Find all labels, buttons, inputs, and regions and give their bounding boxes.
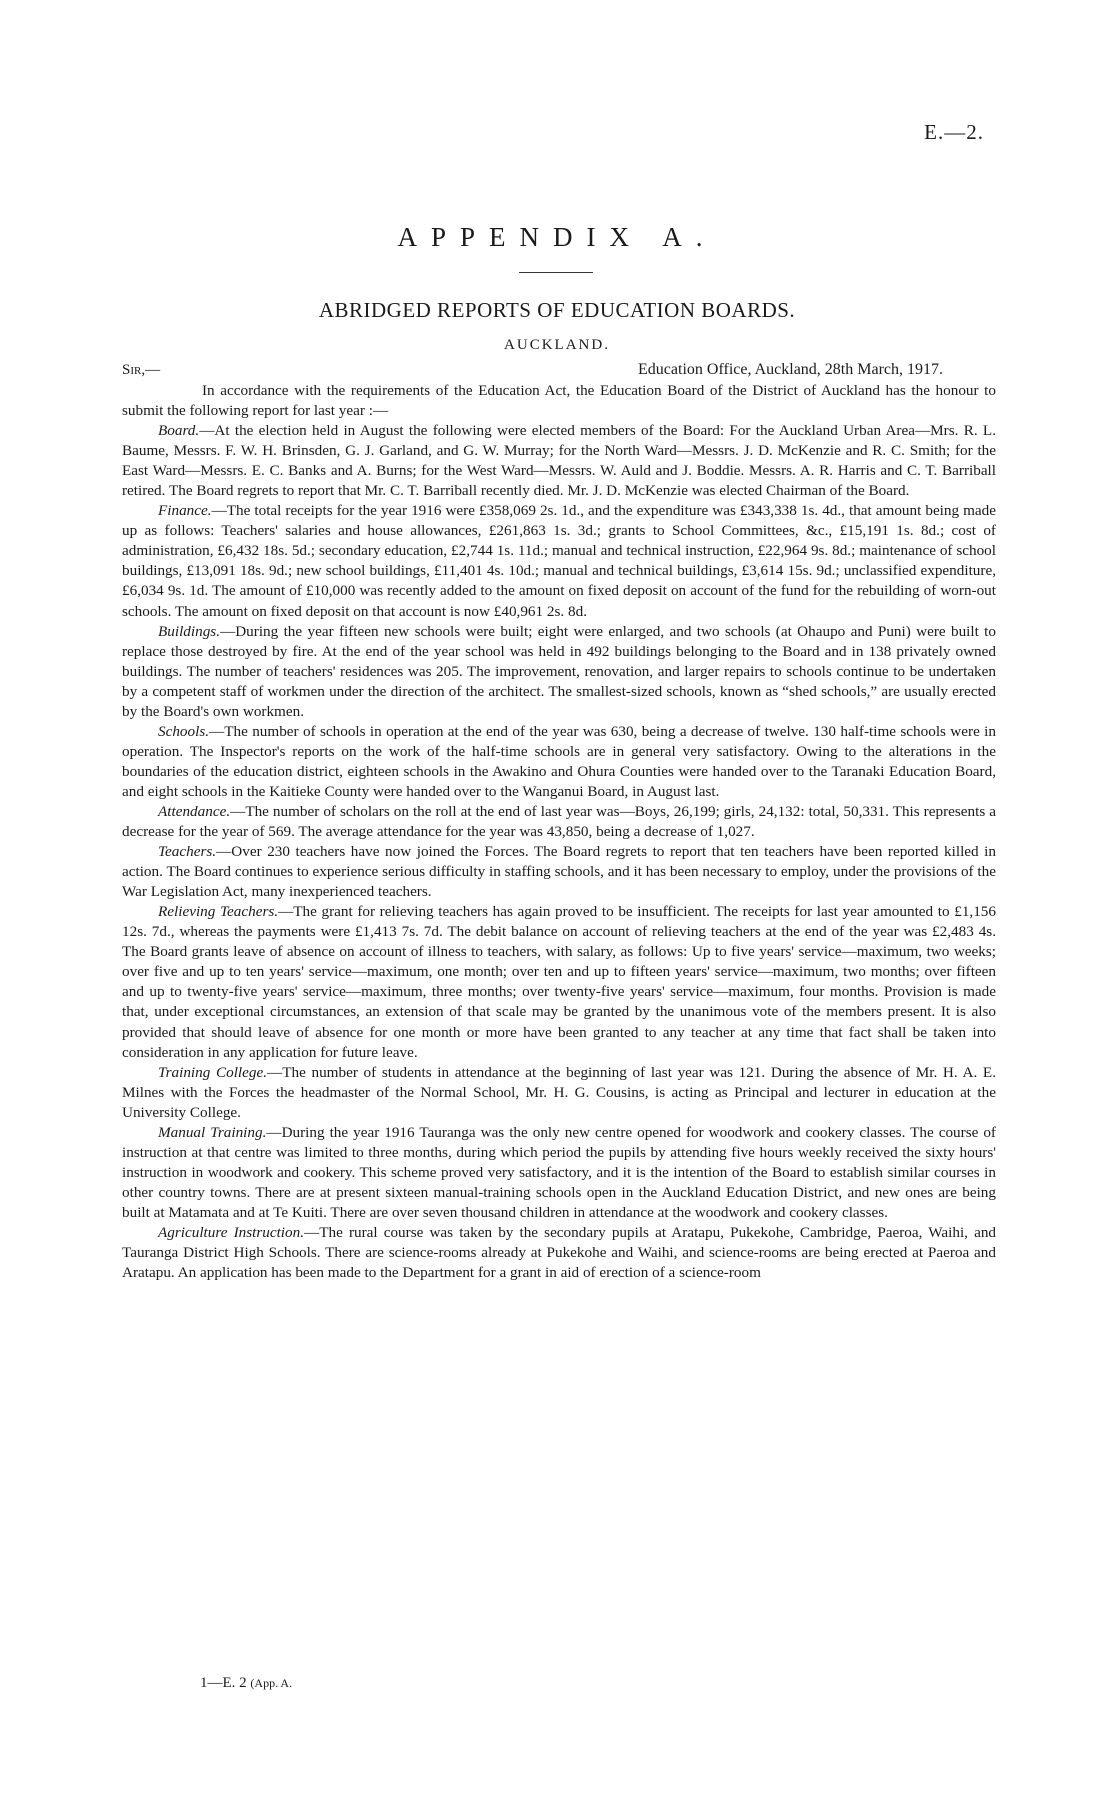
section-text: —During the year 1916 Tauranga was the only new centre opened for woodwork and cookery classes. The course of instruction at that centre was limited to three months, during which period the pupils by attending five hours weekly received the sixty hours' instruction in woodwork and cookery. This scheme proved very satisfactory, and it is the intention of the Board to establish similar courses in other country towns. There are at present sixteen manual-training schools open in the Auckland Education District, and new ones are being built at Matamata and at Te Kuiti. There are over seven thousand children in attendance at the woodwork and cookery classes.: [122, 1123, 996, 1221]
section-text: —The grant for relieving teachers has again proved to be insufficient. The receipts for last year amounted to £1,156 12s. 7d., whereas the payments were £1,413 7s. 7d. The debit balance on account of relieving teachers at the end of the year was £2,483 4s. The Board grants leave of absence on account of illness to teachers, with salary, as follows: Up to five years' service—maximum, two weeks; over five and up to ten years' service—maximum, one month; over ten and up to fifteen years' service—maximum, two months; over fifteen and up to twenty-five years' service—maximum, three months; over twenty-five years' service—maximum, four months. Provision is made that, under exceptional circumstances, an extension of that scale may be granted by the unanimous vote of the members present. It is also provided that should leave of absence for one month or more have been granted to any teacher at any time that fact shall be taken into consideration in any application for future leave.: [122, 903, 996, 1061]
section-attendance: [122, 802, 996, 842]
section-text: —The rural course was taken by the secondary pupils at Aratapu, Pukekohe, Cambridge, Paeroa, Waihi, and Tauranga District High Schools. There are science-rooms already at Pukekohe and Waihi, and science-rooms are being erected at Paeroa and Aratapu. An application has been made to the Department for a grant in aid of erection of a science-room: [122, 1223, 997, 1282]
section-manual-training: [122, 1123, 996, 1223]
section-text: —The total receipts for the year 1916 were £358,069 2s. 1d., and the expenditure was £343,338 1s. 4d., that amount being made up as follows: Teachers' salaries and house allowances, £261,863 1s. 3d.; grants to School Committees, &c., £15,191 1s. 8d.; cost of administration, £6,432 18s. 5d.; secondary education, £2,744 1s. 11d.; manual and technical instruction, £22,964 9s. 8d.; maintenance of school buildings, £13,091 18s. 9d.; new school buildings, £11,401 4s. 10d.; manual and technical buildings, £3,614 15s. 9d.; unclassified expenditure, £6,034 9s. 1d. The amount of £10,000 was recently added to the amount on fixed deposit on account of the fund for the rebuilding of worn-out schools. The amount on fixed deposit on that account is now £40,961 2s. 8d.: [122, 502, 996, 620]
section-buildings: [122, 622, 996, 722]
footer-signature: [200, 1675, 292, 1692]
intro-paragraph: In accordance with the requirements of the Education Act, the Education Board of the District of Auckland has the honour to submit the following report for last year :—: [122, 382, 996, 420]
section-training-college: [122, 1063, 996, 1123]
report-body: [122, 381, 996, 1283]
section-text: —During the year fifteen new schools were built; eight were enlarged, and two schools (at Ohaupo and Puni) were built to replace those destroyed by fire. At the end of the year school was held in 492 buildings belonging to the Board and in 138 privately owned buildings. The number of teachers' residences was 205. The improvement, renovation, and larger repairs to schools continue to be undertaken by a competent staff of workmen under the direction of the architect. The smallest-sized schools, known as “shed schools,” are usually erected by the Board's own workmen.: [122, 622, 996, 720]
main-heading: ABRIDGED REPORTS OF EDUCATION BOARDS.: [318, 298, 796, 322]
section-heading: Attendance.: [158, 802, 231, 820]
salutation: Sir,—: [122, 362, 161, 378]
section-text: —The number of schools in operation at the end of the year was 630, being a decrease of twelve. 130 half-time schools were in operation. The Inspector's reports on the work of the half-time schools are in general very satisfactory. Owing to the alterations in the boundaries of the education district, eighteen schools in the Awakino and Ohura Counties were handed over to the Taranaki Education Board, and eight schools in the Kaitieke County were handed over to the Wanganui Board, in August last.: [122, 722, 996, 800]
section-heading: Manual Training.: [158, 1123, 267, 1141]
section-heading: Training College.: [158, 1063, 268, 1081]
section-relieving-teachers: [122, 902, 996, 1062]
appendix-title: APPENDIX A.: [397, 222, 717, 252]
section-board: [122, 421, 996, 501]
section-text: —At the election held in August the following were elected members of the Board: For the Auckland Urban Area—Mrs. R. L. Baume, Messrs. F. W. H. Brinsden, G. J. Garland, and G. W. Murray; for the North Ward—Messrs. J. D. McKenzie and R. C. Smith; for the East Ward—Messrs. E. C. Banks and A. Burns; for the West Ward—Messrs. W. Auld and J. Boddie. Messrs. A. R. Harris and C. T. Barriball retired. The Board regrets to report that Mr. C. T. Barriball recently died. Mr. J. D. McKenzie was elected Chairman of the Board.: [122, 422, 996, 500]
section-heading: Relieving Teachers.: [158, 903, 279, 921]
section-finance: [122, 501, 996, 621]
section-text: —The number of scholars on the roll at the end of last year was—Boys, 26,199; girls, 24,132: total, 50,331. This represents a decrease for the year of 569. The average attendance for the year was 43,850, being a decrease of 1,027.: [122, 802, 996, 841]
section-heading: Finance.: [158, 502, 212, 520]
section-teachers: [122, 842, 996, 902]
section-heading: Board.: [158, 422, 200, 440]
section-heading: Schools.: [158, 722, 210, 740]
page-reference: E.—2.: [924, 120, 984, 144]
section-text: —Over 230 teachers have now joined the Forces. The Board regrets to report that ten teachers have been reported killed in action. The Board continues to experience serious difficulty in staffing schools, and it has been necessary to employ, under the provisions of the War Legislation Act, many inexperienced teachers.: [122, 843, 996, 901]
signature-mark: 1—E. 2: [200, 1675, 247, 1691]
section-heading: Agriculture Instruction.: [158, 1223, 305, 1241]
district-heading: AUCKLAND.: [504, 337, 610, 353]
section-schools: [122, 722, 996, 802]
dateline: Education Office, Auckland, 28th March, 1917.: [638, 361, 943, 378]
title-divider: [519, 272, 593, 273]
section-agriculture-instruction: [122, 1223, 996, 1283]
section-heading: Teachers.: [158, 843, 217, 861]
section-text: —The number of students in attendance at the beginning of last year was 121. During the absence of Mr. H. A. E. Milnes with the Forces the headmaster of the Normal School, Mr. H. G. Cousins, is acting as Principal and lecturer in education at the University College.: [122, 1063, 996, 1121]
section-heading: Buildings.: [158, 622, 221, 640]
signature-note: (App. A.: [250, 1676, 293, 1690]
